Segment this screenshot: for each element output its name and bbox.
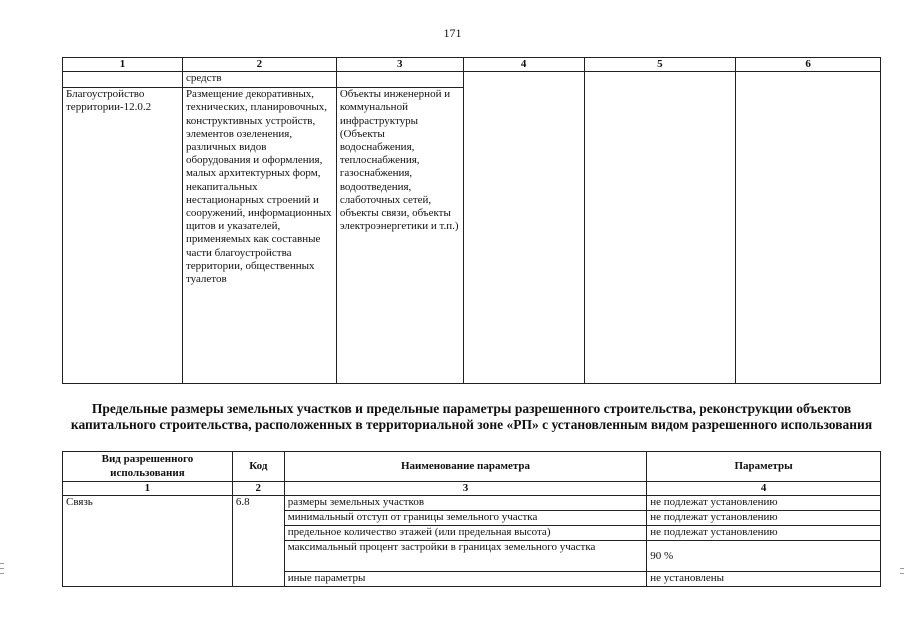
- scan-edge-mark: [0, 568, 4, 569]
- section-title: Предельные размеры земельных участков и предельные параметры разрешенного строительства, реконструкции объектов капитального строительства, расположенных в территориальной зоне «РП» с установленным видом разрешенного использования: [70, 401, 873, 432]
- header-param-name: Наименование параметра: [284, 452, 646, 482]
- param-name-cell: иные параметры: [284, 572, 646, 587]
- param-name-cell: предельное количество этажей (или предельная высота): [284, 526, 646, 541]
- column-number: 4: [463, 58, 584, 72]
- table-header-row: [63, 58, 881, 72]
- scan-edge-mark: [900, 568, 904, 569]
- table-cell: [736, 72, 881, 384]
- param-value-cell: не подлежат установлению: [647, 526, 881, 541]
- scan-edge-mark: [900, 573, 904, 574]
- header-code: Код: [232, 452, 284, 482]
- param-value-cell: не подлежат установлению: [647, 511, 881, 526]
- param-name-cell: минимальный отступ от границы земельного участка: [284, 511, 646, 526]
- table-cell: [336, 72, 463, 88]
- code-cell: 6.8: [232, 496, 284, 587]
- continuation-cell: средств: [182, 72, 336, 88]
- scan-edge-mark: [0, 563, 4, 564]
- column-number: 2: [232, 482, 284, 496]
- table-cell: [463, 72, 584, 384]
- table-row: [63, 72, 881, 88]
- column-number: 4: [647, 482, 881, 496]
- param-value-cell: не установлены: [647, 572, 881, 587]
- column-number: 1: [63, 482, 233, 496]
- header-params: Параметры: [647, 452, 881, 482]
- param-name-cell: максимальный процент застройки в границах земельного участка: [284, 541, 646, 572]
- table-cell: [584, 72, 736, 384]
- param-name-cell: размеры земельных участков: [284, 496, 646, 511]
- column-number: 3: [336, 58, 463, 72]
- param-value-cell: не подлежат установлению: [647, 496, 881, 511]
- column-number: 2: [182, 58, 336, 72]
- use-type-cell: Благоустройство территории-12.0.2: [63, 88, 183, 384]
- column-number: 5: [584, 58, 736, 72]
- table-row: [63, 496, 881, 511]
- description-cell: Размещение декоративных, технических, планировочных, конструктивных устройств, элементов озеленения, различных видов оборудования и оформления, малых архитектурных форм, некапитальных нестационарных строений и сооружений, информационных щитов и указателей, применяемых как составные части благоустройства территории, общественных туалетов: [182, 88, 336, 384]
- param-value-cell: 90 %: [647, 541, 881, 572]
- column-number: 1: [63, 58, 183, 72]
- table-header-row: [63, 452, 881, 482]
- column-number: 6: [736, 58, 881, 72]
- scan-edge-mark: [0, 573, 4, 574]
- auxiliary-use-cell: Объекты инженерной и коммунальной инфраструктуры (Объекты водоснабжения, теплоснабжения, газоснабжения, водоотведения, слаботочных сетей, объекты связи, объекты электроэнергетики и т.п.): [336, 88, 463, 384]
- table-cell: [63, 72, 183, 88]
- parameters-table: [62, 451, 881, 587]
- column-number: 3: [284, 482, 646, 496]
- use-type-cell: Связь: [63, 496, 233, 587]
- land-use-table: [62, 57, 881, 384]
- column-numbers-row: [63, 482, 881, 496]
- header-use-type: Вид разрешенного использования: [63, 452, 233, 482]
- page-number: 171: [443, 26, 462, 40]
